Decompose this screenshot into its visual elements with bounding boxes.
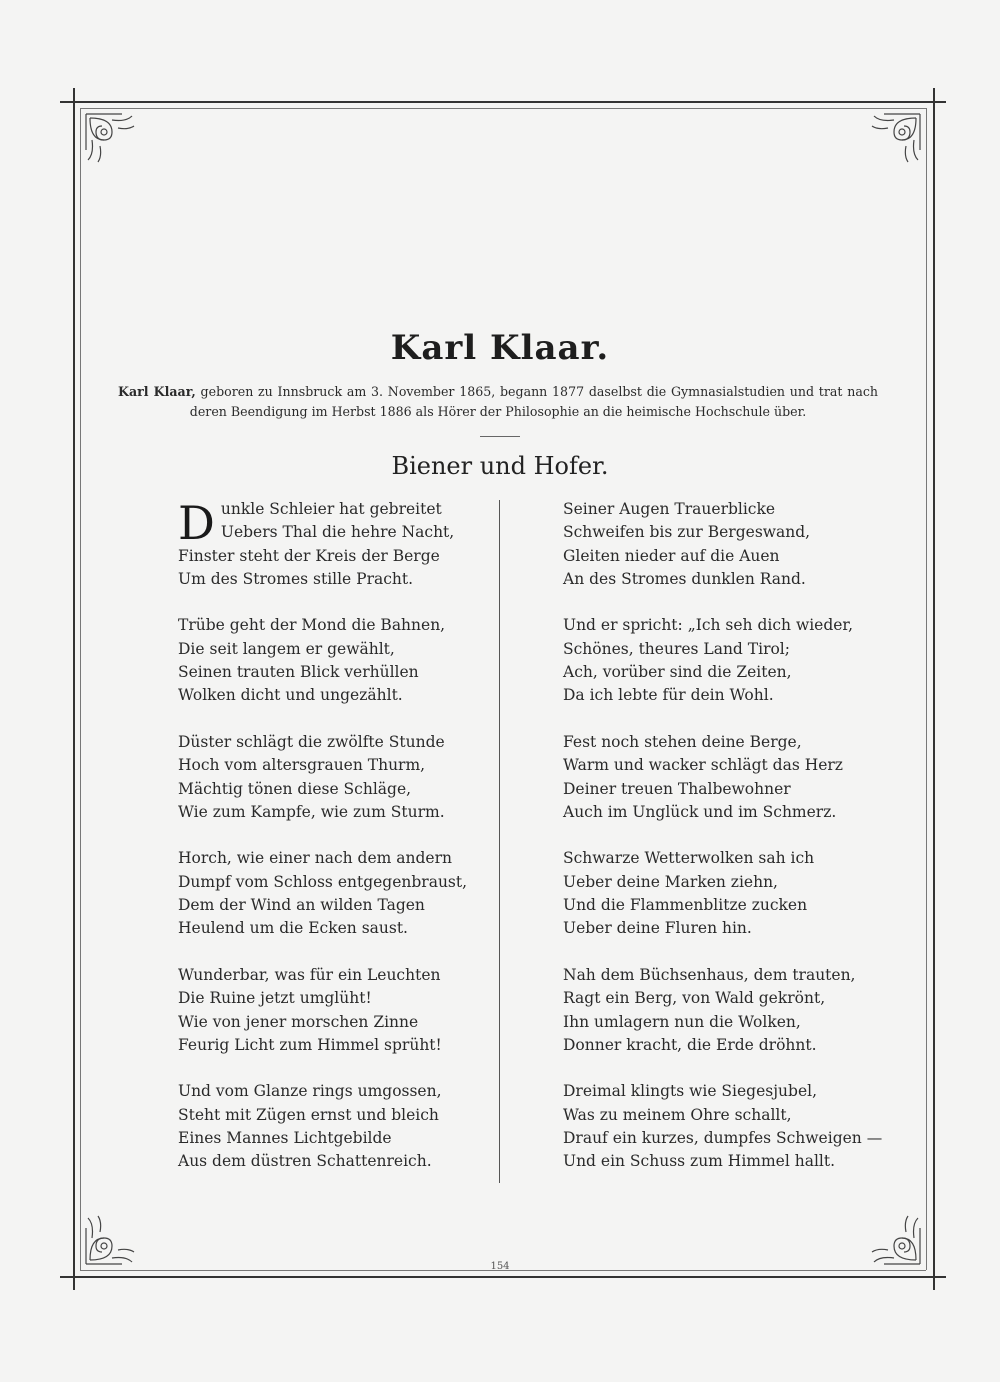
poem-line: Auch im Unglück und im Schmerz.	[563, 802, 837, 821]
corner-ornament-top-right-icon	[858, 110, 924, 176]
poem-left-column	[178, 498, 478, 1197]
poem-line: Drauf ein kurzes, dumpfes Schweigen —	[563, 1129, 883, 1148]
poem-line: Da ich lebte für dein Wohl.	[563, 686, 774, 705]
page-number: 154	[490, 1261, 510, 1272]
poem-line: Donner kracht, die Erde dröhnt.	[563, 1035, 817, 1054]
frame-right-line	[933, 88, 935, 1290]
poem-line: An des Stromes dunklen Rand.	[563, 569, 806, 588]
stanza	[563, 614, 863, 707]
stanza	[563, 847, 863, 940]
poem-line: Heulend um die Ecken saust.	[178, 919, 408, 938]
poem-line: Um des Stromes stille Pracht.	[178, 569, 414, 588]
poem-line: Und ein Schuss zum Himmel hallt.	[563, 1152, 836, 1171]
poem-line: Steht mit Zügen ernst und bleich	[178, 1105, 439, 1124]
poem-line: Wolken dicht und ungezählt.	[178, 686, 403, 705]
poem-line: Ueber deine Fluren hin.	[563, 919, 752, 938]
poem-line: Ueber deine Marken ziehn,	[563, 872, 778, 891]
poem-line: Dem der Wind an wilden Tagen	[178, 896, 425, 915]
frame-top-line	[60, 101, 946, 103]
frame-inner-right-line	[926, 108, 927, 1270]
stanza	[178, 731, 478, 824]
column-divider	[499, 500, 500, 1183]
section-divider	[480, 436, 520, 437]
author-biography	[118, 382, 878, 422]
poem-line: Wie von jener morschen Zinne	[178, 1012, 419, 1031]
stanza	[563, 964, 863, 1057]
drop-cap: D	[178, 496, 215, 550]
poem-line: Seinen trauten Blick verhüllen	[178, 663, 419, 682]
stanza	[178, 964, 478, 1057]
poem-line: Schweifen bis zur Bergeswand,	[563, 523, 811, 542]
poem-line: Aus dem düstren Schattenreich.	[178, 1152, 432, 1171]
poem-line: Hoch vom altersgrauen Thurm,	[178, 756, 426, 775]
poem-line: Schönes, theures Land Tirol;	[563, 639, 790, 658]
poem-line: Die seit langem er gewählt,	[178, 639, 395, 658]
author-name: Karl Klaar,	[118, 384, 196, 399]
poem-line: Dreimal klingts wie Siegesjubel,	[563, 1082, 818, 1101]
poem-right-column	[563, 498, 883, 1197]
corner-ornament-top-left-icon	[82, 110, 148, 176]
poem-line: Uebers Thal die hehre Nacht,	[220, 523, 455, 542]
stanza	[178, 847, 478, 940]
poem-line: Deiner treuen Thalbewohner	[563, 779, 791, 798]
poem-line: Düster schlägt die zwölfte Stunde	[178, 732, 445, 751]
page-title: Karl Klaar.	[390, 328, 610, 368]
poem-line: Ragt ein Berg, von Wald gekrönt,	[563, 989, 826, 1008]
poem-line: Ihn umlagern nun die Wolken,	[563, 1012, 801, 1031]
stanza	[178, 614, 478, 707]
poem-title: Biener und Hofer.	[391, 452, 609, 480]
poem-line: Nah dem Büchsenhaus, dem trauten,	[563, 965, 856, 984]
poem-line: Dumpf vom Schloss entgegenbraust,	[178, 872, 468, 891]
poem-line: Die Ruine jetzt umglüht!	[178, 989, 372, 1008]
stanza	[563, 1080, 883, 1173]
poem-line: Und die Flammenblitze zucken	[563, 896, 808, 915]
poem-line: Trübe geht der Mond die Bahnen,	[178, 616, 446, 635]
frame-left-line	[73, 88, 75, 1290]
poem-line: Horch, wie einer nach dem andern	[178, 849, 452, 868]
poem-line: Seiner Augen Trauerblicke	[563, 500, 776, 518]
biography-text: geboren zu Innsbruck am 3. November 1865, begann 1877 daselbst die Gymnasialstudien und trat nach deren Beendigung im Herbst 1886 als Hörer der Philosophie an die heimische Hochschule über.	[189, 384, 878, 419]
stanza	[563, 498, 863, 591]
stanza	[178, 498, 478, 591]
poem-line: Und vom Glanze rings umgossen,	[178, 1082, 442, 1101]
poem-line: Feurig Licht zum Himmel sprüht!	[178, 1035, 442, 1054]
poem-line: Eines Mannes Lichtgebilde	[178, 1129, 392, 1148]
poem-line: Schwarze Wetterwolken sah ich	[563, 849, 815, 868]
stanza	[563, 731, 863, 824]
poem-line: Und er spricht: „Ich seh dich wieder,	[563, 616, 854, 635]
poem-line: Ach, vorüber sind die Zeiten,	[563, 663, 792, 682]
frame-inner-top-line	[80, 108, 926, 109]
poem-line: Fest noch stehen deine Berge,	[563, 732, 802, 751]
corner-ornament-bottom-left-icon	[82, 1202, 148, 1268]
frame-inner-left-line	[80, 108, 81, 1270]
corner-ornament-bottom-right-icon	[858, 1202, 924, 1268]
poem-line: Gleiten nieder auf die Auen	[563, 546, 780, 565]
poem-line: Finster steht der Kreis der Berge	[178, 546, 440, 565]
stanza	[178, 1080, 478, 1173]
frame-bottom-line	[60, 1276, 946, 1278]
poem-line: Wie zum Kampfe, wie zum Sturm.	[178, 802, 445, 821]
poem-line: Mächtig tönen diese Schläge,	[178, 779, 412, 798]
poem-line: Wunderbar, was für ein Leuchten	[178, 965, 441, 984]
poem-line: Was zu meinem Ohre schallt,	[563, 1105, 792, 1124]
poem-line: unkle Schleier hat gebreitet	[220, 500, 442, 518]
poem-line: Warm und wacker schlägt das Herz	[563, 756, 843, 775]
